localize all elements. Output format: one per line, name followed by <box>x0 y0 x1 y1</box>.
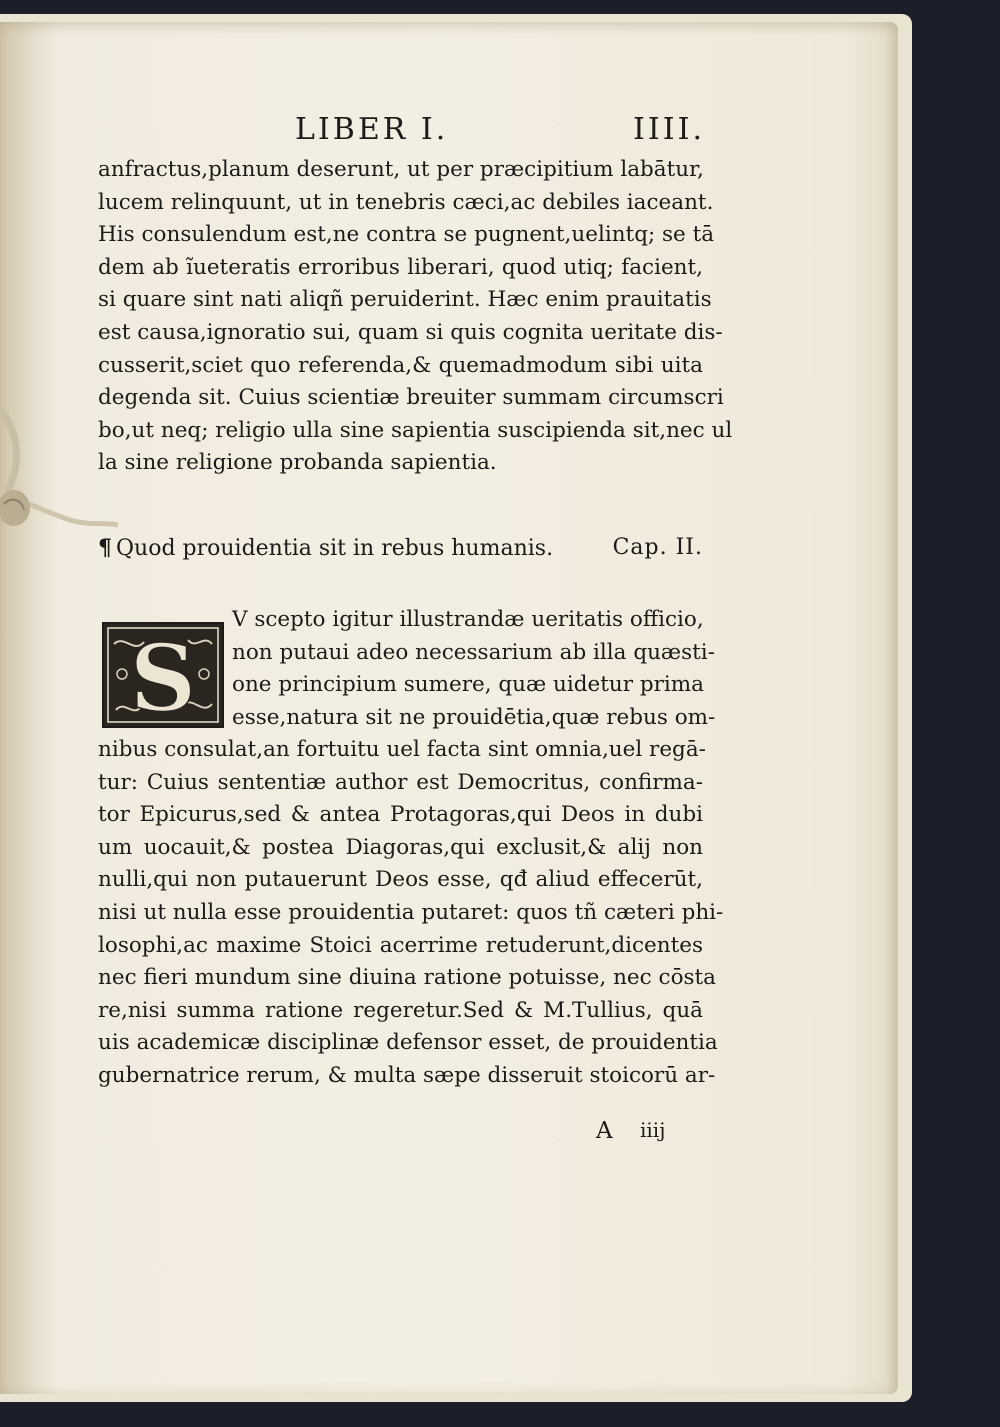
paragraph-1 <box>98 154 733 480</box>
running-head <box>295 112 705 152</box>
chapter-number: Cap. II. <box>612 535 703 560</box>
text-line: uis academicæ disciplinæ defensor esset, de prouidentia <box>98 1030 718 1056</box>
text-line: lucem relinquunt, ut in tenebris cæci,ac debiles iaceant. <box>98 189 714 215</box>
text-line: nulli,qui non putauerunt Deos esse, qđ aliud effecerūt, <box>98 867 703 893</box>
signature-letter: A <box>596 1118 613 1144</box>
text-line: gubernatrice rerum, & multa sæpe disseruit stoicorū ar- <box>98 1062 716 1088</box>
text-line: um uocauit,& postea Diagoras,qui exclusit,& alij non <box>98 834 703 860</box>
text-line: V scepto igitur illustrandæ ueritatis officio, <box>232 607 704 632</box>
text-line: esse,natura sit ne prouidētia,quæ rebus om- <box>232 704 716 730</box>
text-line: degenda sit. Cuius scientiæ breuiter summam circumscri <box>98 385 724 411</box>
text-line: dem ab ĩueteratis erroribus liberari, quod utiq; facient, <box>98 254 703 280</box>
pilcrow-icon: ¶ <box>98 535 112 561</box>
chapter-heading <box>98 535 703 571</box>
chapter-title: Quod prouidentia sit in rebus humanis. <box>116 536 554 561</box>
running-head-title: LIBER I. <box>295 112 449 147</box>
text-line: cusserit,sciet quo referenda,& quemadmodum sibi uita <box>98 352 703 378</box>
text-line: est causa,ignoratio sui, quam si quis cognita ueritate dis- <box>98 319 723 345</box>
text-line: nibus consulat,an fortuitu uel facta sint omnia,uel regā- <box>98 737 706 762</box>
text-line: bo,ut neq; religio ulla sine sapientia suscipienda sit,nec ul <box>98 417 733 443</box>
text-line: si quare sint nati aliqñ peruiderint. Hæc enim prauitatis <box>98 287 712 313</box>
binding-shadow <box>0 22 60 1394</box>
text-line: nec fieri mundum sine diuina ratione potuisse, nec cōsta <box>98 965 716 991</box>
text-line: non putaui adeo necessarium ab illa quæsti- <box>232 639 715 665</box>
text-line: nisi ut nulla esse prouidentia putaret: quos tñ cæteri phi- <box>98 899 724 925</box>
text-line: tor Epicurus,sed & antea Protagoras,qui Deos in dubi <box>98 802 703 828</box>
text-line: His consulendum est,ne contra se pugnent,uelintq; se tā <box>98 222 715 248</box>
signature-number: iiij <box>640 1118 666 1142</box>
decorated-initial <box>102 622 224 728</box>
text-line: la sine religione probanda sapientia. <box>98 450 497 476</box>
paragraph-2-indented <box>232 604 716 734</box>
text-line: tur: Cuius sententiæ author est Democritus, confirma- <box>98 769 703 795</box>
signature-mark <box>596 1118 706 1152</box>
initial-letter: S <box>129 624 197 728</box>
text-line: re,nisi summa ratione regeretur.Sed & M.Tullius, quā <box>98 997 703 1023</box>
paragraph-2 <box>98 734 724 1093</box>
text-line: losophi,ac maxime Stoici acerrime retuderunt,dicentes <box>98 932 703 958</box>
text-line: anfractus,planum deserunt, ut per præcipitium labātur, <box>98 157 704 182</box>
folio-number: IIII. <box>633 112 705 147</box>
text-line: one principium sumere, quæ uidetur prima <box>232 672 704 698</box>
